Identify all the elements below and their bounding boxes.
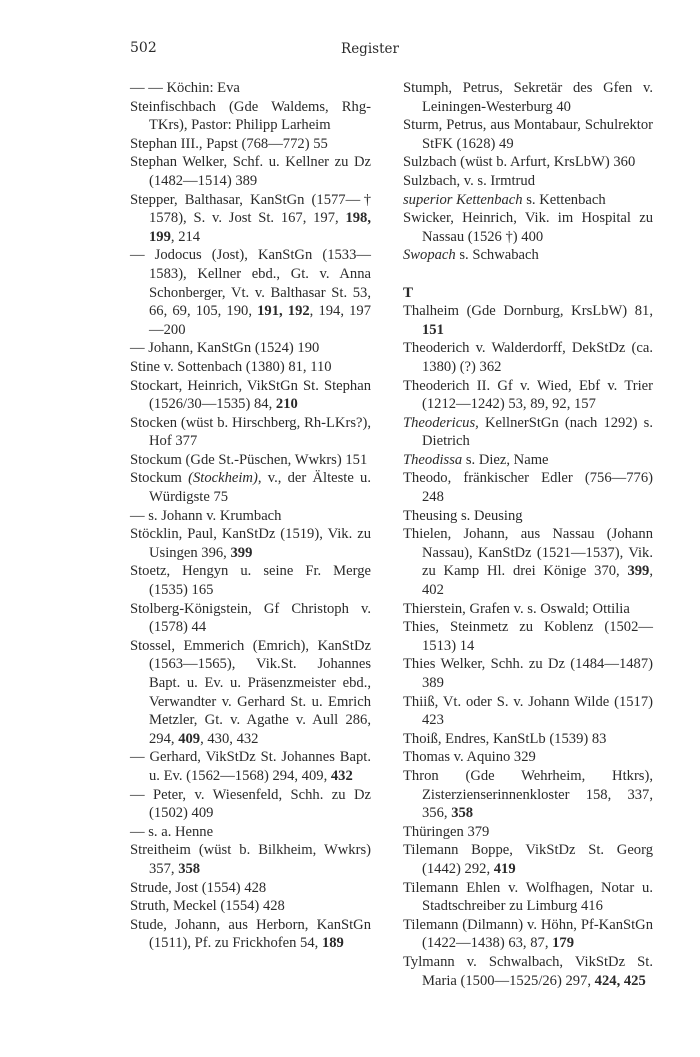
index-entry: — Peter, v. Wiesenfeld, Schh. zu Dz (1502) 409: [130, 786, 371, 822]
right-column: [403, 79, 653, 990]
section-letter: T: [403, 284, 414, 301]
index-entry: Thoiß, Endres, KanStLb (1539) 83: [403, 730, 607, 747]
index-entry: Sulzbach, v. s. Irmtrud: [403, 172, 535, 189]
index-entry: Theodo, fränkischer Edler (756—776) 248: [403, 470, 653, 506]
index-entry: Thiiß, Vt. oder S. v. Johann Wilde (1517) 423: [403, 693, 653, 729]
index-entry: Theusing s. Deusing: [403, 507, 523, 524]
index-entry: Thron (Gde Wehrheim, Htkrs), Zisterzienserinnenkloster 158, 337, 356, 358: [403, 767, 653, 822]
index-entry: Swicker, Heinrich, Vik. im Hospital zu Nassau (1526 †) 400: [403, 210, 653, 245]
index-entry: Tilemann Boppe, VikStDz St. Georg (1442) 292, 419: [403, 842, 653, 877]
index-entry: Stossel, Emmerich (Emrich), KanStDz (1563—1565), Vik.St. Johannes Bapt. u. Ev. u. Präsenzmeister ebd., Verwandter v. Gerhard St. u. Emrich Metzler, Gt. v. Agathe v. Aull 286, 294, 409, 430, 432: [130, 637, 371, 747]
page-number: 502: [130, 40, 157, 56]
index-entry: — Jodocus (Jost), KanStGn (1533—1583), Kellner ebd., Gt. v. Anna Schonberger, Vt. v. Balthasar St. 53, 66, 69, 105, 190, 191, 192, 194, 197—200: [130, 247, 371, 338]
index-entry: Steinfischbach (Gde Waldems, Rhg-TKrs), Pastor: Philipp Larheim: [130, 98, 371, 134]
index-entry: Sulzbach (wüst b. Arfurt, KrsLbW) 360: [403, 154, 636, 171]
index-entry: Stephan III., Papst (768—772) 55: [130, 135, 328, 152]
index-entry: Stockum (Gde St.-Püschen, Wwkrs) 151: [130, 451, 368, 468]
index-entry: — s. a. Henne: [130, 823, 214, 840]
index-entry: Thüringen 379: [403, 823, 490, 840]
index-entry: Tilemann (Dilmann) v. Höhn, Pf-KanStGn (1422—1438) 63, 87, 179: [403, 916, 653, 952]
index-entry: Stöcklin, Paul, KanStDz (1519), Vik. zu Usingen 396, 399: [130, 526, 371, 561]
index-entry: Stockum (Stockheim), v., der Älteste u. Würdigste 75: [130, 470, 371, 506]
index-entry: Thies Welker, Schh. zu Dz (1484—1487) 389: [403, 656, 653, 691]
index-entry: Struth, Meckel (1554) 428: [130, 898, 285, 915]
index-entry: Strude, Jost (1554) 428: [130, 879, 267, 896]
index-entry: Stepper, Balthasar, KanStGn (1577—† 1578), S. v. Jost St. 167, 197, 198, 199, 214: [130, 191, 371, 245]
index-entry: superior Kettenbach s. Kettenbach: [403, 191, 606, 208]
index-entry: Stocken (wüst b. Hirschberg, Rh-LKrs?), Hof 377: [130, 414, 371, 450]
index-entry: — — Köchin: Eva: [130, 80, 240, 96]
index-entry: Stolberg-Königstein, Gf Christoph v. (1578) 44: [130, 600, 371, 636]
index-entry: Stephan Welker, Schf. u. Kellner zu Dz (1482—1514) 389: [130, 154, 371, 189]
index-entry: Tilemann Ehlen v. Wolfhagen, Notar u. Stadtschreiber zu Limburg 416: [403, 879, 653, 915]
index-entry: Thalheim (Gde Dornburg, KrsLbW) 81, 151: [403, 303, 653, 338]
index-entry: Stude, Johann, aus Herborn, KanStGn (1511), Pf. zu Frickhofen 54, 189: [130, 916, 371, 952]
index-entry: Thierstein, Grafen v. s. Oswald; Ottilia: [403, 600, 630, 617]
index-entry: Stine v. Sottenbach (1380) 81, 110: [130, 358, 332, 375]
index-entry: Theodissa s. Diez, Name: [403, 451, 549, 468]
index-entry: Theoderich II. Gf v. Wied, Ebf v. Trier (1212—1242) 53, 89, 92, 157: [403, 377, 653, 413]
index-entry: Thomas v. Aquino 329: [403, 749, 536, 766]
index-entry: Sturm, Petrus, aus Montabaur, Schulrektor StFK (1628) 49: [403, 117, 653, 152]
left-column: [130, 79, 371, 953]
index-entry: Theodericus, KellnerStGn (nach 1292) s. Dietrich: [403, 414, 653, 450]
index-entry: Stoetz, Hengyn u. seine Fr. Merge (1535) 165: [130, 563, 371, 599]
index-entry: Swopach s. Schwabach: [403, 247, 539, 264]
index-entry: Thielen, Johann, aus Nassau (Johann Nassau), KanStDz (1521—1537), Vik. zu Kamp Hl. drei Könige 370, 399, 402: [403, 526, 653, 599]
running-head: Register: [341, 41, 399, 57]
index-entry: — Gerhard, VikStDz St. Johannes Bapt. u. Ev. (1562—1568) 294, 409, 432: [130, 749, 371, 784]
index-entry: Streitheim (wüst b. Bilkheim, Wwkrs) 357, 358: [130, 842, 371, 877]
index-entry: Theoderich v. Walderdorff, DekStDz (ca. 1380) (?) 362: [403, 340, 653, 375]
index-entry: — s. Johann v. Krumbach: [130, 507, 282, 524]
index-entry: — Johann, KanStGn (1524) 190: [130, 340, 320, 357]
index-entry: Thies, Steinmetz zu Koblenz (1502—1513) 14: [403, 619, 653, 654]
index-entry: Tylmann v. Schwalbach, VikStDz St. Maria (1500—1525/26) 297, 424, 425: [403, 953, 653, 989]
index-entry: Stockart, Heinrich, VikStGn St. Stephan (1526/30—1535) 84, 210: [130, 377, 371, 413]
index-entry: Stumph, Petrus, Sekretär des Gfen v. Leiningen-Westerburg 40: [403, 80, 653, 115]
